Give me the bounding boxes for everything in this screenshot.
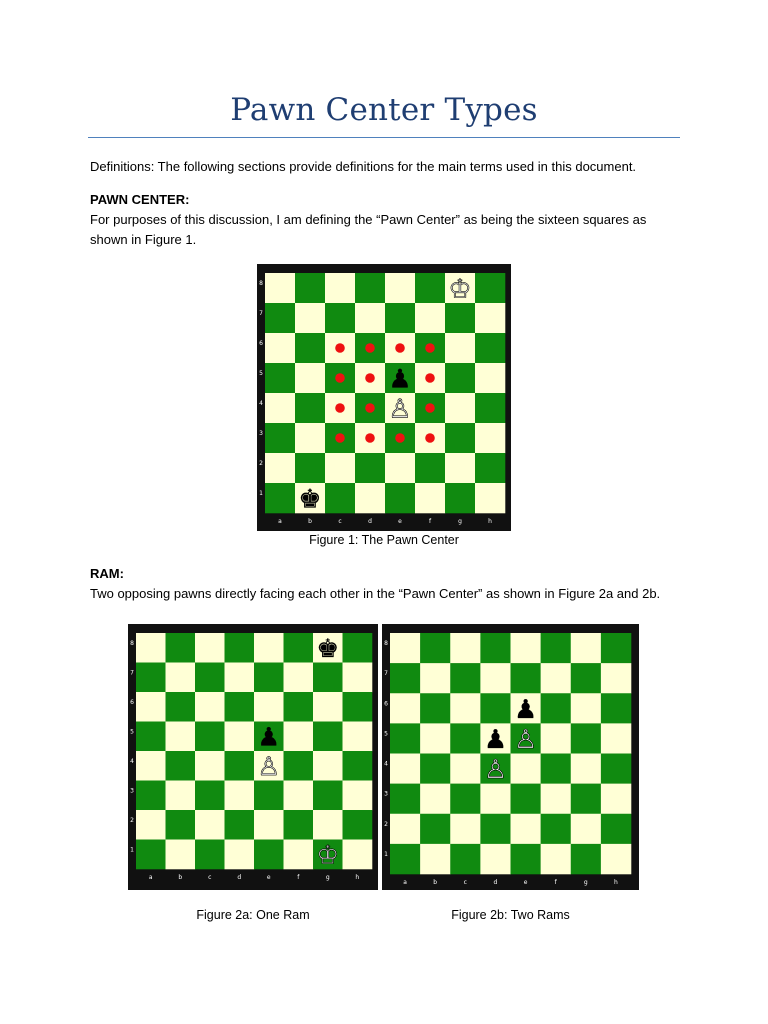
rank-label: 3	[130, 787, 134, 795]
board-square	[475, 303, 505, 333]
board-square	[355, 273, 385, 303]
board-square	[390, 633, 420, 663]
board-square	[390, 814, 420, 844]
pawn-black-piece: ♟	[257, 721, 281, 752]
board-square	[385, 303, 415, 333]
board-square	[480, 633, 510, 663]
rank-label: 7	[384, 670, 388, 678]
board-square	[601, 633, 631, 663]
board-square	[355, 453, 385, 483]
board-square	[284, 663, 314, 693]
file-label: e	[266, 874, 271, 881]
rank-label: 8	[130, 640, 134, 647]
file-label: c	[463, 879, 467, 886]
rank-label: 7	[130, 669, 134, 677]
king-white-piece: ♔	[316, 839, 340, 870]
board-square	[225, 633, 255, 663]
board-square	[420, 663, 450, 693]
board-square	[450, 754, 480, 784]
pawn-white-piece: ♙	[483, 755, 508, 786]
board-square	[265, 483, 295, 513]
board-square	[420, 693, 450, 723]
pawn-center-paragraph: For purposes of this discussion, I am defining the “Pawn Center” as being the sixteen squares as shown in Figure 1.	[90, 212, 647, 247]
board-square	[445, 393, 475, 423]
file-label: d	[368, 518, 372, 525]
board-square	[571, 844, 601, 874]
file-label: f	[297, 874, 300, 881]
rank-label: 8	[259, 280, 263, 287]
board-square	[571, 723, 601, 753]
board-square	[265, 363, 295, 393]
board-square	[445, 453, 475, 483]
board-square	[343, 633, 373, 663]
board-square	[343, 840, 373, 870]
board-square	[166, 692, 196, 722]
file-label: b	[308, 518, 312, 525]
board-square	[313, 692, 343, 722]
board-square	[284, 810, 314, 840]
board-square	[450, 784, 480, 814]
board-square	[343, 751, 373, 781]
board-square	[355, 483, 385, 513]
board-square	[313, 663, 343, 693]
board-square	[541, 814, 571, 844]
board-square	[254, 781, 284, 811]
board-square	[325, 453, 355, 483]
pawn-center-marker	[425, 373, 435, 383]
board-square	[450, 723, 480, 753]
file-label: b	[433, 879, 438, 886]
board-square	[343, 810, 373, 840]
board-square	[390, 663, 420, 693]
rank-label: 5	[259, 370, 263, 377]
board-square	[195, 810, 225, 840]
board-square	[325, 273, 355, 303]
board-square	[265, 423, 295, 453]
file-label: h	[614, 879, 618, 886]
board-square	[166, 663, 196, 693]
ram-heading: RAM:	[90, 566, 124, 581]
board-square	[136, 810, 166, 840]
board-square	[390, 754, 420, 784]
board-square	[325, 303, 355, 333]
board-square	[571, 693, 601, 723]
board-square	[295, 423, 325, 453]
board-square	[225, 663, 255, 693]
rank-label: 6	[130, 699, 134, 706]
pawn-center-marker	[395, 343, 405, 353]
pawn-center-marker	[425, 343, 435, 353]
board-square	[511, 844, 541, 874]
board-square	[265, 453, 295, 483]
rank-label: 5	[384, 730, 388, 738]
board-square	[445, 483, 475, 513]
board-square	[225, 840, 255, 870]
file-label: d	[237, 874, 242, 881]
board-square	[475, 453, 505, 483]
board-square	[601, 693, 631, 723]
file-label: d	[493, 879, 498, 886]
chess-board-fig2b	[382, 624, 639, 890]
board-square	[541, 754, 571, 784]
king-white-piece: ♔	[448, 274, 472, 305]
board-square	[284, 781, 314, 811]
pawn-center-marker	[365, 433, 375, 443]
board-square	[225, 751, 255, 781]
board-square	[420, 754, 450, 784]
board-square	[284, 692, 314, 722]
board-square	[511, 663, 541, 693]
board-square	[295, 303, 325, 333]
pawn-white-piece: ♙	[388, 394, 412, 425]
definitions-paragraph: Definitions: The following sections provide definitions for the main terms used in this document.	[90, 159, 637, 174]
board-square	[571, 754, 601, 784]
board-square	[136, 692, 166, 722]
board-square	[480, 693, 510, 723]
pawn-white-piece: ♙	[513, 725, 538, 756]
board-square	[254, 663, 284, 693]
board-square	[136, 751, 166, 781]
board-square	[420, 633, 450, 663]
pawn-center-marker	[365, 403, 375, 413]
board-square	[541, 723, 571, 753]
file-label: b	[178, 874, 183, 881]
pawn-black-piece: ♟	[483, 725, 508, 756]
board-square	[601, 844, 631, 874]
board-square	[541, 844, 571, 874]
rank-label: 8	[384, 640, 388, 647]
pawn-center-marker	[335, 433, 345, 443]
file-label: g	[458, 518, 462, 525]
board-square	[195, 751, 225, 781]
board-square	[511, 784, 541, 814]
board-square	[166, 633, 196, 663]
board-square	[385, 273, 415, 303]
figure-1-caption: Figure 1: The Pawn Center	[309, 533, 459, 547]
board-square	[420, 844, 450, 874]
board-square	[450, 663, 480, 693]
board-square	[385, 453, 415, 483]
board-square	[415, 273, 445, 303]
board-square	[265, 393, 295, 423]
board-square	[284, 633, 314, 663]
board-square	[415, 453, 445, 483]
board-square	[295, 363, 325, 393]
board-square	[166, 751, 196, 781]
file-label: f	[554, 879, 557, 886]
board-square	[195, 692, 225, 722]
pawn-center-marker	[365, 373, 375, 383]
board-square	[450, 844, 480, 874]
rank-label: 2	[130, 817, 134, 824]
rank-label: 5	[130, 728, 134, 736]
page-title: Pawn Center Types	[230, 92, 538, 128]
file-label: g	[583, 879, 588, 886]
board-square	[445, 423, 475, 453]
board-square	[420, 723, 450, 753]
board-square	[601, 814, 631, 844]
board-square	[541, 633, 571, 663]
title-rule	[88, 137, 680, 138]
pawn-center-heading: PAWN CENTER:	[90, 192, 190, 207]
rank-label: 2	[259, 460, 263, 467]
board-square	[445, 333, 475, 363]
board-square	[541, 693, 571, 723]
board-square	[475, 393, 505, 423]
board-square	[420, 814, 450, 844]
board-square	[475, 333, 505, 363]
board-square	[325, 483, 355, 513]
board-square	[254, 810, 284, 840]
board-square	[313, 781, 343, 811]
pawn-center-marker	[335, 403, 345, 413]
file-label: a	[148, 874, 153, 881]
board-square	[136, 781, 166, 811]
pawn-black-piece: ♟	[388, 364, 412, 395]
board-square	[571, 814, 601, 844]
board-square	[136, 840, 166, 870]
board-square	[511, 633, 541, 663]
file-label: g	[325, 874, 330, 881]
board-square	[475, 423, 505, 453]
board-square	[415, 303, 445, 333]
rank-label: 4	[130, 758, 134, 765]
board-square	[225, 810, 255, 840]
board-square	[343, 781, 373, 811]
board-square	[313, 722, 343, 752]
board-square	[450, 633, 480, 663]
board-square	[313, 810, 343, 840]
board-square	[480, 663, 510, 693]
board-square	[450, 814, 480, 844]
board-square	[420, 784, 450, 814]
figure-2b-caption: Figure 2b: Two Rams	[451, 908, 570, 922]
board-square	[601, 723, 631, 753]
king-black-piece: ♚	[316, 633, 340, 664]
file-label: c	[208, 874, 212, 881]
board-square	[265, 303, 295, 333]
board-square	[511, 814, 541, 844]
board-fig1-svg	[257, 264, 511, 531]
board-square	[343, 692, 373, 722]
board-square	[601, 754, 631, 784]
king-black-piece: ♚	[298, 484, 322, 515]
board-square	[295, 453, 325, 483]
board-square	[225, 692, 255, 722]
board-square	[195, 663, 225, 693]
board-square	[195, 840, 225, 870]
file-label: e	[523, 879, 528, 886]
board-square	[445, 303, 475, 333]
pawn-center-marker	[425, 433, 435, 443]
board-square	[225, 722, 255, 752]
file-label: a	[403, 879, 407, 886]
board-square	[313, 751, 343, 781]
chess-board-fig2a	[128, 624, 378, 890]
board-square	[390, 693, 420, 723]
rank-label: 1	[259, 490, 263, 497]
board-square	[475, 363, 505, 393]
board-square	[475, 483, 505, 513]
board-square	[136, 663, 166, 693]
board-square	[511, 754, 541, 784]
board-square	[166, 722, 196, 752]
board-square	[195, 633, 225, 663]
ram-paragraph: Two opposing pawns directly facing each other in the “Pawn Center” as shown in Figure 2a and 2b.	[90, 586, 661, 601]
board-square	[390, 784, 420, 814]
board-square	[284, 751, 314, 781]
file-label: h	[355, 874, 360, 881]
file-label: e	[398, 518, 402, 525]
board-square	[480, 844, 510, 874]
chess-board-fig1	[257, 264, 511, 531]
figure-2a-caption: Figure 2a: One Ram	[196, 908, 310, 922]
board-square	[601, 784, 631, 814]
rank-label: 6	[384, 700, 388, 708]
file-label: f	[428, 518, 432, 525]
board-square	[295, 273, 325, 303]
board-square	[166, 810, 196, 840]
file-label: a	[278, 518, 282, 525]
board-square	[254, 633, 284, 663]
board-square	[343, 722, 373, 752]
board-square	[254, 692, 284, 722]
board-square	[601, 663, 631, 693]
board-square	[385, 483, 415, 513]
board-square	[166, 781, 196, 811]
board-fig2b-svg	[382, 624, 639, 890]
rank-label: 4	[259, 400, 263, 407]
rank-label: 2	[384, 820, 388, 828]
pawn-center-marker	[395, 433, 405, 443]
board-square	[166, 840, 196, 870]
board-square	[571, 663, 601, 693]
rank-label: 6	[259, 340, 263, 347]
board-square	[445, 363, 475, 393]
board-square	[195, 722, 225, 752]
pawn-center-marker	[425, 403, 435, 413]
board-square	[571, 633, 601, 663]
board-fig2a-svg	[128, 624, 378, 890]
board-square	[265, 333, 295, 363]
pawn-black-piece: ♟	[513, 694, 538, 725]
board-square	[136, 722, 166, 752]
board-square	[355, 303, 385, 333]
board-square	[136, 633, 166, 663]
board-square	[541, 663, 571, 693]
board-square	[265, 273, 295, 303]
board-square	[390, 723, 420, 753]
rank-label: 1	[384, 850, 388, 858]
board-square	[390, 844, 420, 874]
board-square	[254, 840, 284, 870]
board-square	[480, 784, 510, 814]
board-square	[295, 333, 325, 363]
board-square	[541, 784, 571, 814]
board-square	[225, 781, 255, 811]
rank-label: 4	[384, 760, 388, 768]
board-square	[195, 781, 225, 811]
board-square	[480, 814, 510, 844]
board-square	[295, 393, 325, 423]
file-label: c	[338, 518, 342, 525]
rank-label: 3	[384, 790, 388, 798]
pawn-center-marker	[335, 373, 345, 383]
file-label: h	[488, 518, 492, 525]
pawn-center-marker	[335, 343, 345, 353]
pawn-white-piece: ♙	[257, 751, 281, 782]
rank-label: 7	[259, 310, 263, 317]
pawn-center-marker	[365, 343, 375, 353]
board-square	[450, 693, 480, 723]
rank-label: 1	[130, 846, 134, 854]
board-square	[415, 483, 445, 513]
board-square	[571, 784, 601, 814]
rank-label: 3	[259, 430, 263, 437]
board-square	[475, 273, 505, 303]
board-square	[343, 663, 373, 693]
board-square	[284, 840, 314, 870]
board-square	[284, 722, 314, 752]
